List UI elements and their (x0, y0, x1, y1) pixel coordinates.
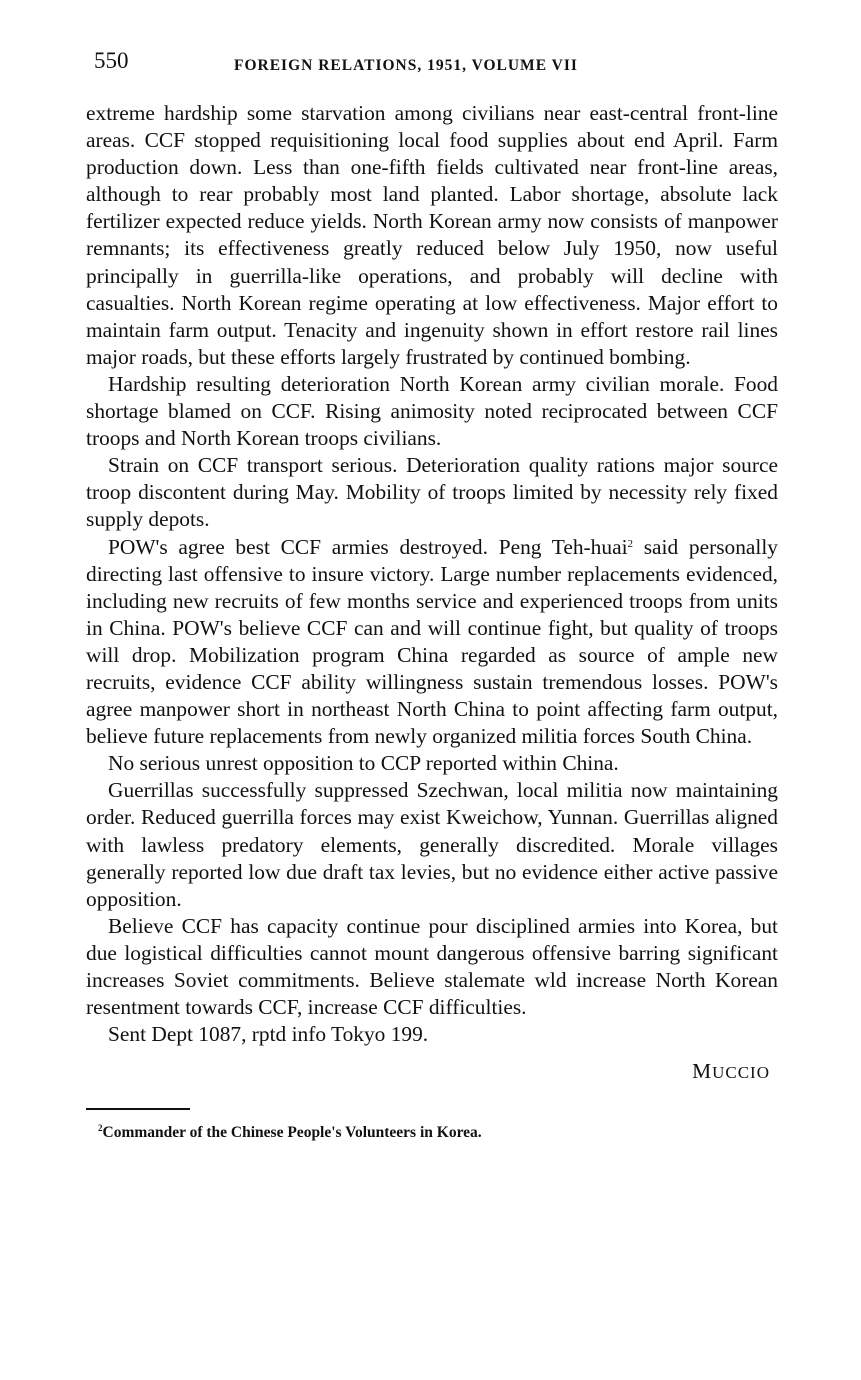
paragraph-3: Strain on CCF transport serious. Deterioration quality rations major source troop discontent during May. Mobility of troops limited by necessity rely fixed supply depots. (86, 453, 778, 532)
paragraph-4-text-a: POW's agree best CCF armies destroyed. Peng Teh-huai (108, 534, 628, 559)
running-head: FOREIGN RELATIONS, 1951, VOLUME VII (234, 57, 578, 74)
page-number: 550 (94, 48, 129, 73)
page-header (86, 44, 778, 84)
signature-rest: UCCIO (712, 1063, 770, 1083)
footnote (98, 1124, 778, 1142)
paragraph-2: Hardship resulting deterioration North Korean army civilian morale. Food shortage blamed on CCF. Rising animosity noted reciprocated between CCF troops and North Korean troops civilians. (86, 371, 778, 451)
paragraph-4 (86, 534, 778, 751)
footnote-text: Commander of the Chinese People's Volunteers in Korea. (102, 1124, 482, 1142)
signature-initial: M (692, 1059, 713, 1084)
paragraph-4-text-b: said personally directing last offensive to insure victory. Large number replacements evidenced, including new recruits of few months service and experienced troops from units in China. POW's believe CCF can and will continue fight, but quality of troops will drop. Mobilization program China regarded as source of ample new recruits, evidence CCF ability willingness sustain tremendous losses. POW's agree manpower short in northeast North China to point affecting farm output, believe future replacements from newly organized militia forces South China. (86, 534, 778, 749)
footnote-divider (86, 1108, 190, 1110)
document-page (86, 44, 778, 1142)
footnote-reference[interactable]: 2 (627, 537, 634, 550)
paragraph-1: extreme hardship some starvation among civilians near east-central front-line areas. CCF stopped requisitioning local food supplies about end April. Farm production down. Less than one-fifth fields cultivated near front-line areas, although to rear probably most land planted. Labor shortage, absolute lack fertilizer expected reduce yields. North Korean army now consists of manpower remnants; its effectiveness greatly reduced below July 1950, now useful principally in guerrilla-like operations, and probably will decline with casualties. North Korean regime operating at low effectiveness. Major effort to maintain farm output. Tenacity and ingenuity shown in effort restore rail lines major roads, but these efforts largely frustrated by continued bombing. (86, 101, 778, 369)
paragraph-6: Guerrillas successfully suppressed Szechwan, local militia now maintaining order. Reduced guerrilla forces may exist Kweichow, Yunnan. Guerrillas aligned with lawless predatory elements, generally discredited. Morale villages generally reported low due draft tax levies, but no evidence either active passive opposition. (86, 778, 778, 911)
signature (86, 1059, 778, 1084)
body-text (86, 100, 778, 1048)
paragraph-8: Sent Dept 1087, rptd info Tokyo 199. (108, 1022, 429, 1047)
footnote-mark: 2 (98, 1123, 103, 1134)
paragraph-5: No serious unrest opposition to CCP reported within China. (108, 751, 619, 776)
paragraph-7: Believe CCF has capacity continue pour disciplined armies into Korea, but due logistical difficulties cannot mount dangerous offensive barring significant increases Soviet commitments. Believe stalemate wld increase North Korean resentment towards CCF, increase CCF difficulties. (86, 913, 778, 1020)
